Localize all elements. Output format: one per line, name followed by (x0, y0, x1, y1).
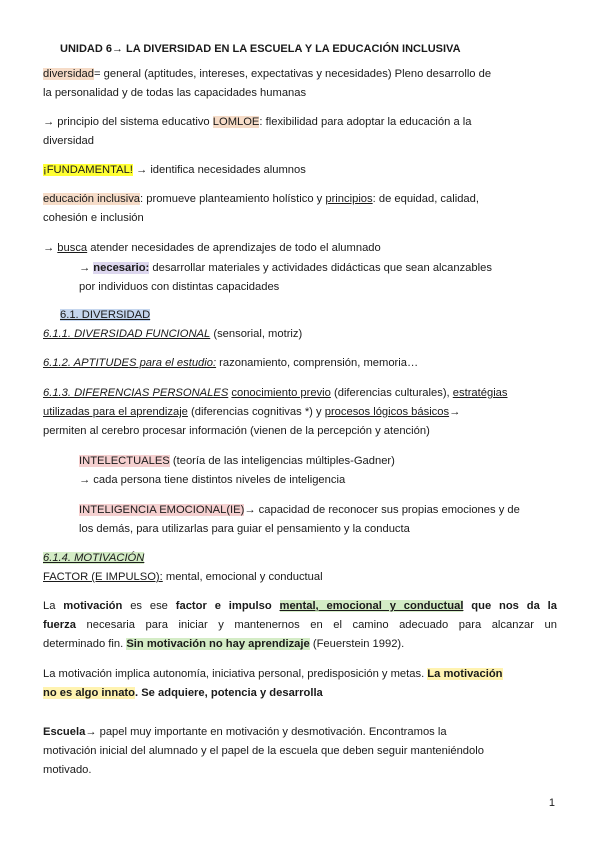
paragraph-text: = general (aptitudes, intereses, expectativas y necesidades) Pleno desarrollo de (94, 68, 492, 80)
paragraph-line: diversidad (43, 135, 94, 147)
paragraph-line: motivación inicial del alumnado y el papel de la escuela que deben seguir manteniéndolo (43, 745, 484, 757)
term-sin-motivacion: Sin motivación no hay aprendizaje (126, 638, 310, 650)
term-diversidad: diversidad (43, 68, 94, 80)
paragraph-text: La motivación implica autonomía, iniciativa personal, predisposición y metas. (43, 668, 428, 680)
paragraph-line: → cada persona tiene distintos niveles de inteligencia (79, 474, 346, 486)
paragraph-text: desarrollar materiales y actividades didácticas que sean alcanzables (149, 262, 492, 274)
term-intelectuales: INTELECTUALES (79, 455, 170, 467)
paragraph-text: → capacidad de reconocer sus propias emociones y de (244, 504, 520, 516)
paragraph-text: que nos da la (463, 600, 557, 612)
term-mental-emocional-conductual: mental, emocional y conductual (279, 600, 464, 612)
paragraph-text: La (43, 600, 64, 612)
page-number: 1 (548, 797, 555, 809)
heading-text: 6.1.4. MOTIVACIÓN (43, 552, 145, 564)
term-escuela: Escuela (43, 726, 86, 738)
document-title: UNIDAD 6→ LA DIVERSIDAD EN LA ESCUELA Y LA EDUCACIÓN INCLUSIVA (60, 43, 461, 55)
paragraph-necesario (79, 261, 492, 276)
paragraph-diversidad (43, 67, 491, 82)
term-fundamental: ¡FUNDAMENTAL! (43, 164, 133, 176)
paragraph-fundamental (43, 163, 306, 178)
paragraph-intelectuales (79, 454, 395, 469)
paragraph-motivacion-line2 (43, 618, 557, 633)
section-heading-6-1-1 (43, 327, 302, 342)
arrow-text: → (43, 242, 58, 254)
heading-text: 6.1. DIVERSIDAD (60, 309, 151, 321)
heading-text: 6.1.3. DIFERENCIAS PERSONALES (43, 387, 229, 399)
paragraph-text: (diferencias cognitivas *) y (187, 406, 325, 418)
paragraph-busca (43, 241, 381, 256)
paragraph-line (43, 686, 323, 701)
term-la-motivacion: La motivación (427, 668, 503, 680)
paragraph-text: (diferencias culturales), (330, 387, 453, 399)
paragraph-text: razonamiento, comprensión, memoria… (216, 357, 419, 369)
paragraph-text: : flexibilidad para adoptar la educación a la (259, 116, 472, 128)
paragraph-text: es ese (122, 600, 176, 612)
paragraph-text: : de equidad, calidad, (372, 193, 479, 205)
paragraph-text: . Se adquiere, potencia y desarrolla (135, 687, 323, 699)
term-no-innato: no es algo innato (43, 687, 135, 699)
section-heading-6-1 (60, 308, 150, 323)
paragraph-text: → papel muy importante en motivación y desmotivación. Encontramos la (85, 726, 447, 738)
section-heading-6-1-2 (43, 356, 418, 371)
term-estrategias: estratégias (452, 387, 508, 399)
heading-text: 6.1.2. APTITUDES para el estudio: (43, 357, 217, 369)
term-aprendizaje: utilizadas para el aprendizaje (43, 406, 188, 418)
paragraph-text: (sensorial, motriz) (210, 328, 303, 340)
term-principios: principios (325, 193, 373, 205)
paragraph-motivacion-line3 (43, 637, 404, 652)
paragraph-factor (43, 570, 323, 585)
arrow-text: → (449, 406, 461, 418)
term-factor: FACTOR (E IMPULSO): (43, 571, 163, 583)
paragraph-educacion-inclusiva (43, 192, 479, 207)
term-necesario: necesario: (93, 262, 150, 274)
term-educacion-inclusiva: educación inclusiva (43, 193, 141, 205)
paragraph-autonomia (43, 667, 503, 682)
paragraph-text: → principio del sistema educativo (43, 116, 213, 128)
term-motivacion: motivación (63, 600, 123, 612)
paragraph-text: (teoría de las inteligencias múltiples-Gadner) (169, 455, 395, 467)
paragraph-text: : promueve planteamiento holístico y (140, 193, 326, 205)
paragraph-lomloe (43, 115, 472, 130)
paragraph-escuela (43, 725, 447, 740)
term-conocimiento-previo: conocimiento previo (231, 387, 331, 399)
paragraph-line: la personalidad y de todas las capacidades humanas (43, 87, 307, 99)
paragraph-inteligencia-emocional (79, 503, 520, 518)
paragraph-text: → identifica necesidades alumnos (132, 164, 306, 176)
term-procesos-logicos: procesos lógicos básicos (324, 406, 450, 418)
paragraph-text: atender necesidades de aprendizajes de todo el alumnado (87, 242, 381, 254)
term-fuerza: fuerza (43, 619, 76, 631)
paragraph-text: mental, emocional y conductual (162, 571, 323, 583)
paragraph-line: por individuos con distintas capacidades (79, 281, 280, 293)
paragraph-motivacion-line1 (43, 599, 557, 614)
paragraph-text: (Feuerstein 1992). (309, 638, 405, 650)
term-factor-impulso: factor e impulso (175, 600, 280, 612)
paragraph-line: permiten al cerebro procesar información (vienen de la percepción y atención) (43, 425, 430, 437)
term-inteligencia-emocional: INTELIGENCIA EMOCIONAL(IE) (79, 504, 245, 516)
paragraph-line (43, 405, 460, 420)
term-lomloe: LOMLOE (212, 116, 260, 128)
paragraph-line: cohesión e inclusión (43, 212, 144, 224)
arrow-text: → (79, 262, 94, 274)
term-busca: busca (57, 242, 88, 254)
paragraph-text: necesaria para iniciar y mantenernos en el camino adecuado para alcanzar un (75, 619, 557, 631)
paragraph-text: determinado fin. (43, 638, 127, 650)
section-heading-6-1-3 (43, 386, 508, 401)
paragraph-line: motivado. (43, 764, 92, 776)
section-heading-6-1-4 (43, 551, 144, 566)
paragraph-line: los demás, para utilizarlas para guiar el pensamiento y la conducta (79, 523, 410, 535)
heading-text: 6.1.1. DIVERSIDAD FUNCIONAL (43, 328, 211, 340)
